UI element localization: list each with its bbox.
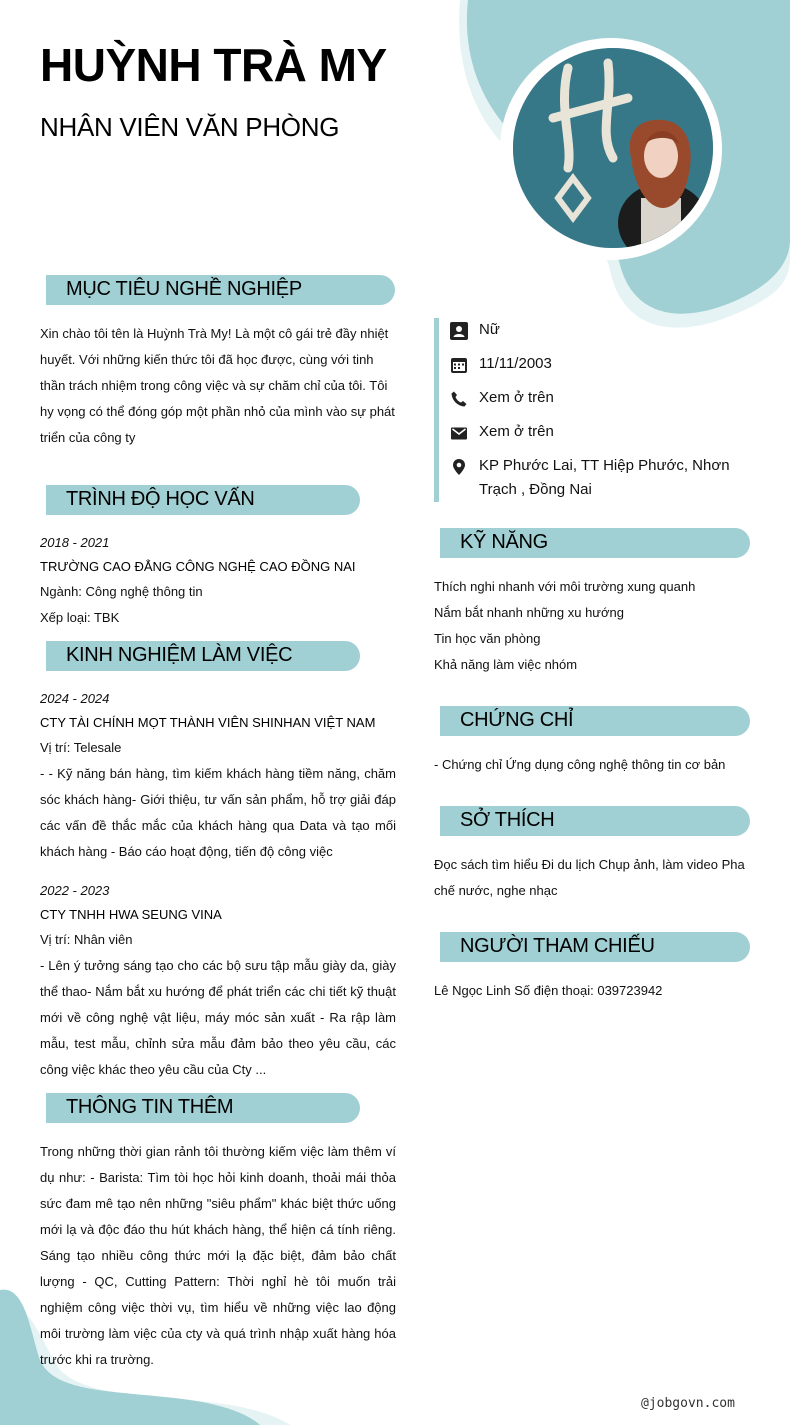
objective-heading: MỤC TIÊU NGHỀ NGHIỆP (66, 278, 302, 300)
hobbies-text: Đọc sách tìm hiểu Đi du lịch Chụp ảnh, làm video Pha chế nước, nghe nhạc (434, 857, 745, 898)
experience-period: 2022 - 2023 (40, 883, 110, 898)
references-text: Lê Ngọc Linh Số điện thoại: 039723942 (434, 983, 663, 998)
list-item: Nắm bắt nhanh những xu hướng (434, 605, 624, 620)
contact-address (449, 454, 750, 502)
address-value: KP Phước Lai, TT Hiệp Phước, Nhơn Trạch , Đồng Nai (479, 457, 730, 498)
job-title: NHÂN VIÊN VĂN PHÒNG (40, 112, 340, 142)
references-heading-bar (434, 932, 750, 962)
references-section (434, 932, 750, 1004)
avatar-frame (500, 38, 722, 260)
objective-heading-bar (40, 275, 395, 305)
person-icon (449, 321, 469, 341)
candidate-name: HUỲNH TRÀ MY (40, 39, 387, 91)
skills-heading: KỸ NĂNG (460, 531, 548, 553)
location-icon (449, 457, 469, 477)
company-name: CTY TNHH HWA SEUNG VINA (40, 907, 222, 922)
certificates-list (434, 752, 750, 778)
education-heading: TRÌNH ĐỘ HỌC VẤN (66, 488, 255, 510)
skills-list (434, 574, 750, 678)
contact-phone (449, 386, 750, 420)
extra-heading-bar (40, 1093, 360, 1123)
phone-value: Xem ở trên (479, 389, 554, 406)
list-item: - Chứng chỉ Ứng dụng công nghệ thông tin cơ bản (434, 757, 726, 772)
education-heading-bar (40, 485, 360, 515)
contact-block (434, 318, 750, 502)
education-rank: Xếp loại: TBK (40, 610, 120, 625)
experience-entry (40, 687, 396, 865)
avatar (513, 48, 713, 248)
school-name: TRƯỜNG CAO ĐẲNG CÔNG NGHỆ CAO ĐỒNG NAI (40, 559, 356, 574)
experience-description: - Lên ý tưởng sáng tạo cho các bộ sưu tập mẫu giày da, giày thể thao- Nắm bắt xu hướng để phát triển các chi tiết kỹ thuật mới về công nghệ vật liệu, máy móc sản xuất - Ra rập làm mẫu, test mẫu, chỉnh sửa mẫu đảm bảo theo yêu cầu, các công việc khác theo yêu cầu của Cty ... (40, 958, 396, 1077)
list-item: Tin học văn phòng (434, 631, 541, 646)
list-item: Khả năng làm việc nhóm (434, 657, 578, 672)
experience-heading: KINH NGHIỆM LÀM VIỆC (66, 644, 293, 666)
hobbies-section (434, 806, 750, 904)
skills-section (434, 528, 750, 678)
certificates-section (434, 706, 750, 778)
skills-heading-bar (434, 528, 750, 558)
email-value: Xem ở trên (479, 423, 554, 440)
hobbies-heading-bar (434, 806, 750, 836)
contact-birthday (449, 352, 750, 386)
extra-heading: THÔNG TIN THÊM (66, 1096, 234, 1118)
email-icon (449, 423, 469, 443)
experience-position: Vị trí: Nhân viên (40, 932, 133, 947)
education-period: 2018 - 2021 (40, 535, 110, 550)
right-column (434, 318, 750, 1018)
gender-value: Nữ (479, 321, 500, 338)
experience-heading-bar (40, 641, 360, 671)
contact-gender (449, 318, 750, 352)
experience-position: Vị trí: Telesale (40, 740, 122, 755)
experience-period: 2024 - 2024 (40, 691, 110, 706)
calendar-icon (449, 355, 469, 375)
company-name: CTY TÀI CHÍNH MỌT THÀNH VIÊN SHINHAN VIỆT NAM (40, 715, 376, 730)
avatar-photo (513, 48, 713, 248)
phone-icon (449, 389, 469, 409)
contact-email (449, 420, 750, 454)
extra-text: Trong những thời gian rảnh tôi thường kiếm việc làm thêm ví dụ như: - Barista: Tìm tòi học hỏi kinh doanh, thoải mái thỏa sức đam mê tạo nên những "siêu phẩm" khác biệt thức uống mới lạ và độc đáo thu hút khách hàng, thể hiện cá tính riêng. Sáng tạo nhiều công thức mới lạ đặc biệt, đảm bảo chất lượng - QC, Cutting Pattern: Thời nghỉ hè tôi muốn trải nghiệm công việc thời vụ, tìm hiểu về những việc lao động môi trường làm việc của cty và quá trình nhập xuất hàng hóa trước khi ra trường. (40, 1144, 396, 1367)
left-column (40, 275, 396, 1373)
education-major: Ngành: Công nghệ thông tin (40, 584, 203, 599)
certificates-heading-bar (434, 706, 750, 736)
list-item: Thích nghi nhanh với môi trường xung quanh (434, 579, 696, 594)
objective-text: Xin chào tôi tên là Huỳnh Trà My! Là một cô gái trẻ đầy nhiệt huyết. Với những kiến thức tôi đã học được, cùng với tinh thần trách nhiệm trong công việc và sự chăm chỉ của tôi. Tôi hy vọng có thể đóng góp một phần nhỏ của mình vào sự phát triển của công ty (40, 326, 395, 445)
site-watermark: @jobgovn.com (641, 1396, 735, 1411)
experience-description: - - Kỹ năng bán hàng, tìm kiếm khách hàng tiềm năng, chăm sóc khách hàng- Giới thiệu, tư vấn sản phẩm, hỗ trợ giải đáp các vấn đề thắc mắc của khách hàng qua Data và tạo mối khách hàng - Báo cáo hoạt động, tiến độ công việc (40, 766, 396, 859)
hobbies-heading: SỞ THÍCH (460, 809, 555, 831)
certificates-heading: CHỨNG CHỈ (460, 709, 574, 731)
education-entry (40, 531, 396, 631)
birthday-value: 11/11/2003 (479, 355, 552, 372)
references-heading: NGƯỜI THAM CHIẾU (460, 935, 655, 957)
experience-entry (40, 879, 396, 1083)
